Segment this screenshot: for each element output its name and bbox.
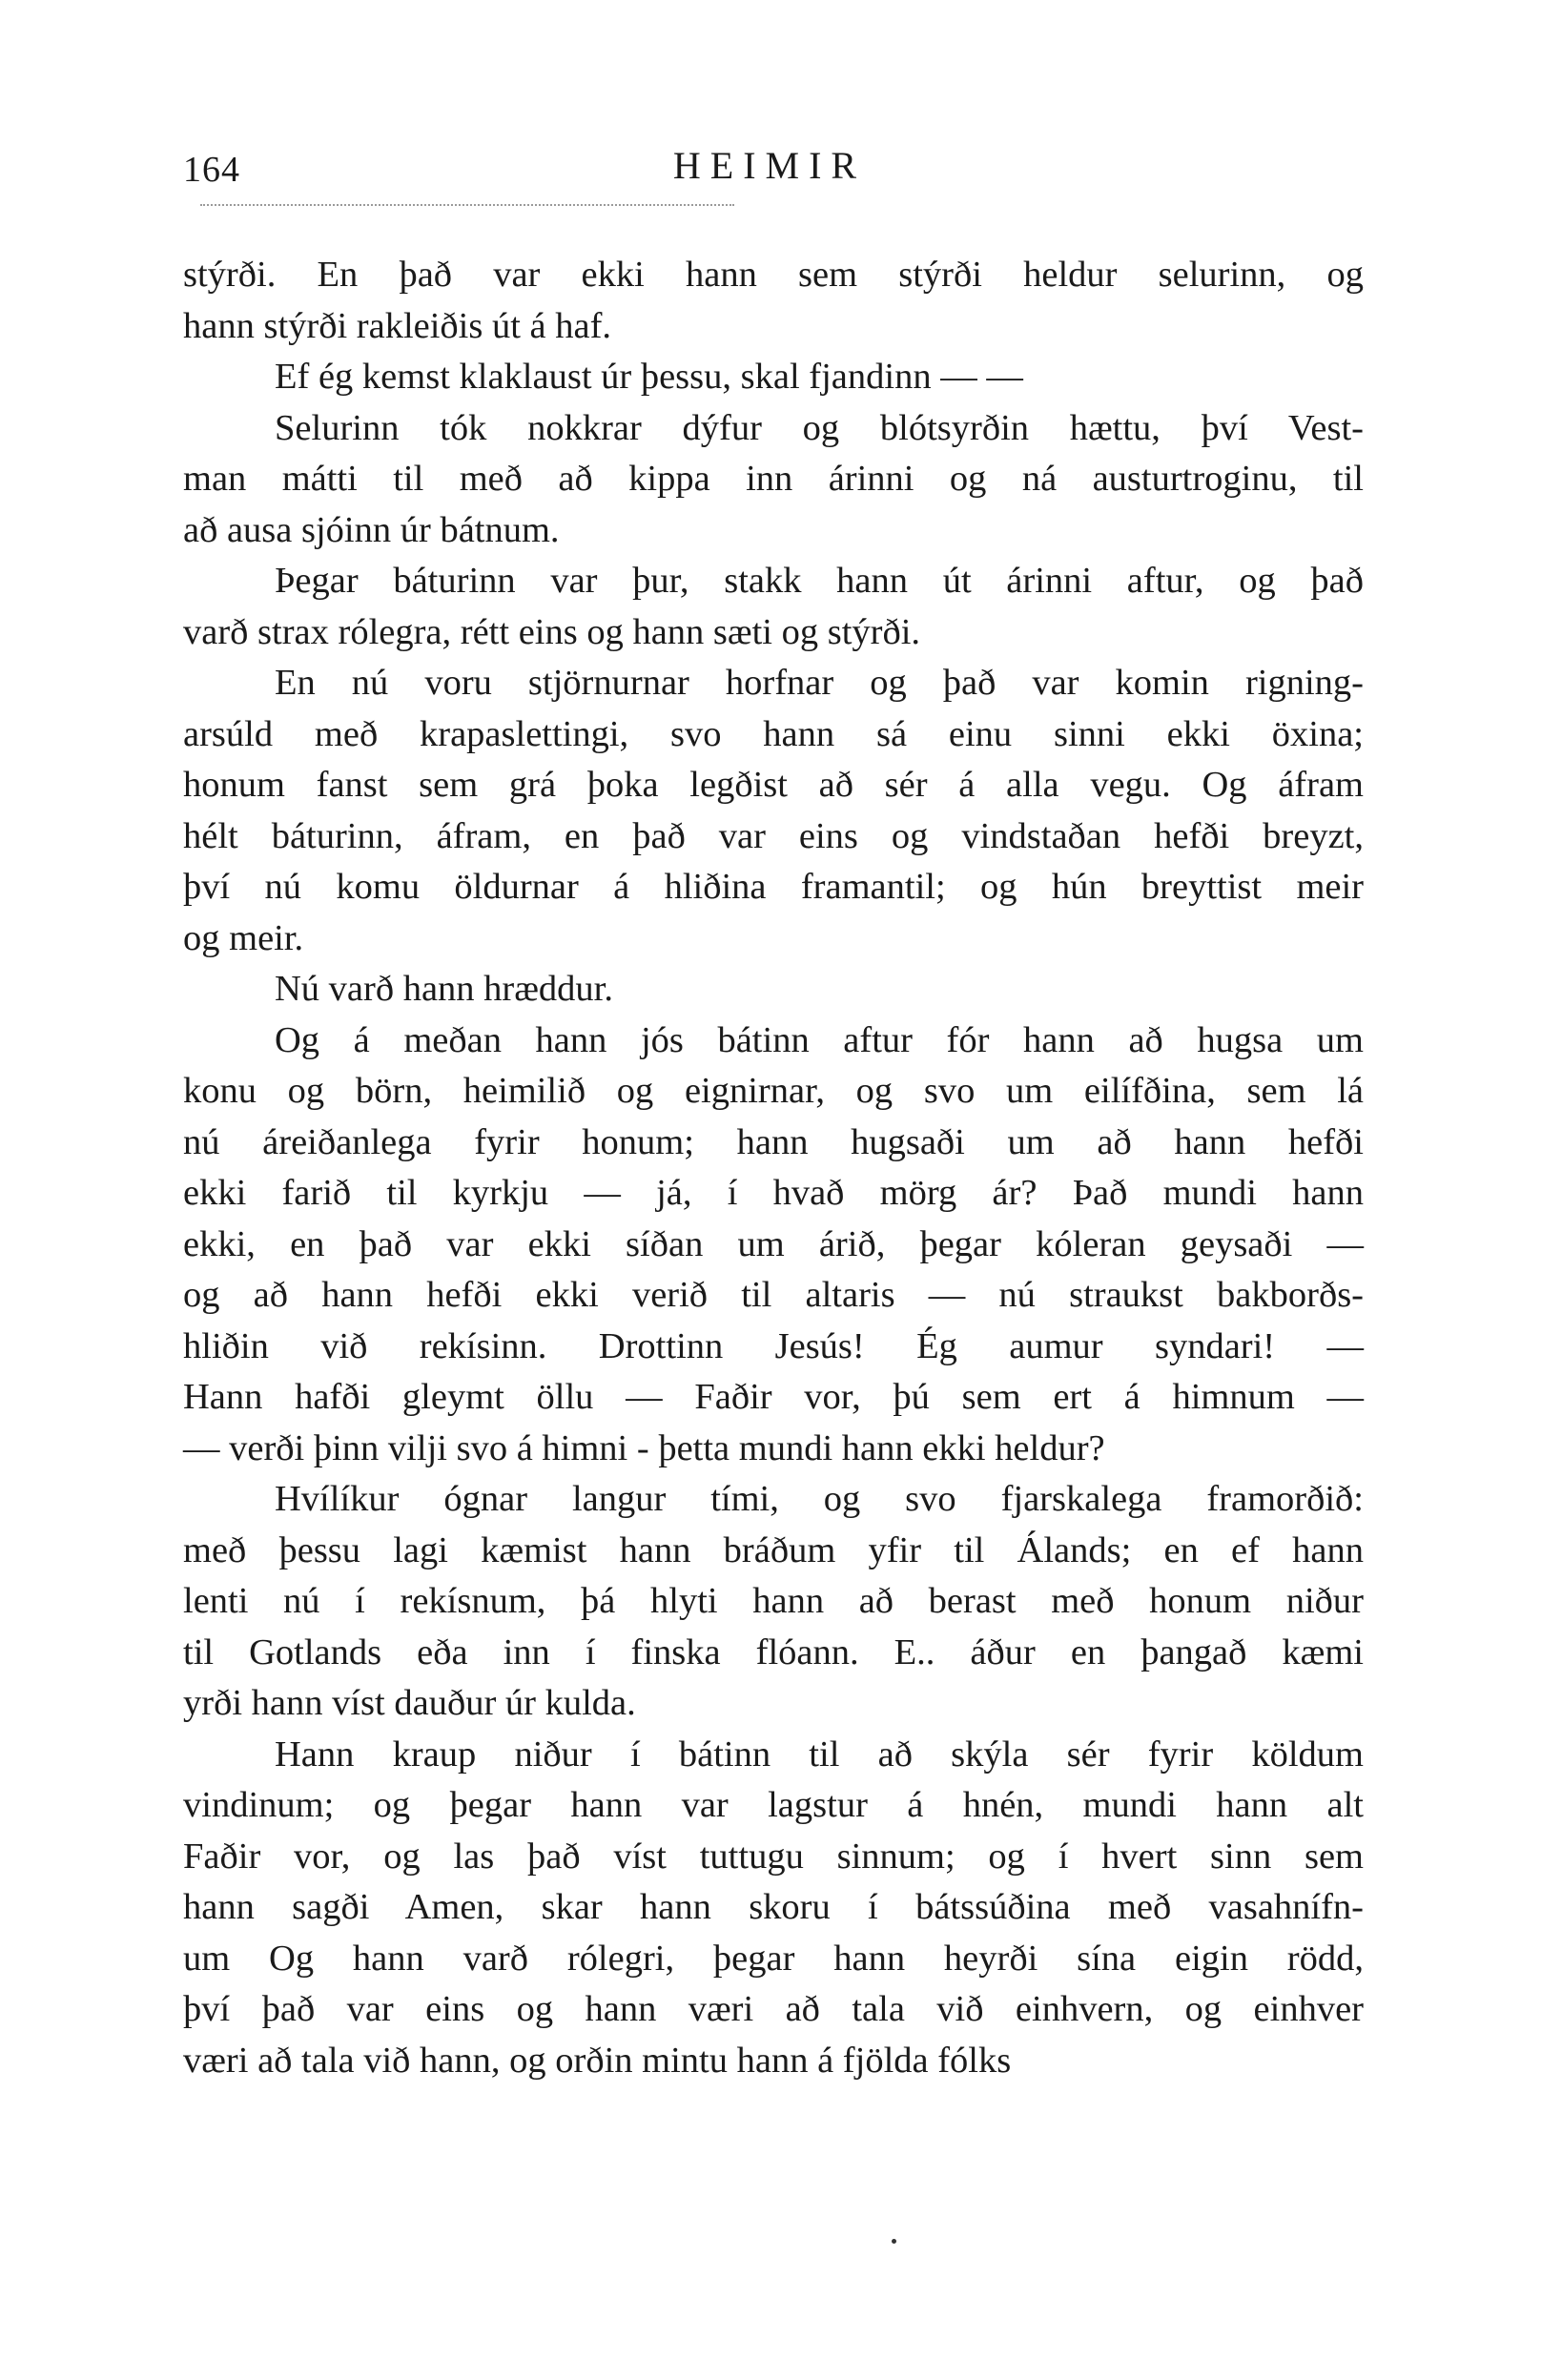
text-line: En nú voru stjörnurnar horfnar og það var komin rigning- [275, 663, 1364, 703]
page-header [183, 141, 1356, 198]
text-line: Nú varð hann hræddur. [275, 969, 613, 1009]
text-line: lenti nú í rekísnum, þá hlyti hann að berast með honum niður [183, 1581, 1364, 1621]
text-line: hann stýrði rakleiðis út á haf. [183, 305, 612, 346]
paragraph [183, 964, 1364, 1016]
text-line: Hann kraup niður í bátinn til að skýla sér fyrir köldum [275, 1734, 1364, 1775]
text-line: til Gotlands eða inn í finska flóann. E.. áður en þangað kæmi [183, 1631, 1364, 1672]
paragraph [183, 250, 1364, 352]
text-line: því nú komu öldurnar á hliðina framantil; og hún breyttist meir [183, 867, 1364, 907]
text-line: vindinum; og þegar hann var lagstur á hnén, mundi hann alt [183, 1785, 1364, 1825]
paragraph [183, 1474, 1364, 1730]
text-line: og að hann hefði ekki verið til altaris — nú straukst bakborðs- [183, 1275, 1364, 1315]
text-line: ekki farið til kyrkju — já, í hvað mörg ár? Það mundi hann [183, 1173, 1364, 1213]
text-line: hliðin við rekísinn. Drottinn Jesús! Ég aumur syndari! — [183, 1325, 1364, 1366]
paragraph [183, 1016, 1364, 1475]
paragraph [183, 352, 1364, 403]
text-line: man mátti til með að kippa inn árinni og ná austurtroginu, til [183, 459, 1364, 499]
text-line: Hann hafði gleymt öllu — Faðir vor, þú sem ert á himnum — [183, 1377, 1364, 1417]
text-line: hélt báturinn, áfram, en það var eins og vindstaðan hefði breyzt, [183, 815, 1364, 856]
text-line: Ef ég kemst klaklaust úr þessu, skal fjandinn — — [275, 357, 1023, 397]
text-line: stýrði. En það var ekki hann sem stýrði heldur selurinn, og [183, 255, 1364, 295]
page-number: 164 [183, 150, 240, 190]
text-line: væri að tala við hann, og orðin mintu hann á fjölda fólks [183, 2040, 1012, 2081]
header-rule [200, 204, 734, 206]
text-line: Þegar báturinn var þur, stakk hann út árinni aftur, og það [275, 561, 1364, 601]
text-line: Selurinn tók nokkrar dýfur og blótsyrðin hættu, því Vest- [275, 407, 1364, 448]
paragraph [183, 403, 1364, 557]
text-line: hann sagði Amen, skar hann skoru í bátssúðina með vasahnífn- [183, 1887, 1364, 1927]
text-line: ekki, en það var ekki síðan um árið, þegar kóleran geysaði — [183, 1223, 1364, 1264]
text-line: Og á meðan hann jós bátinn aftur fór hann að hugsa um [275, 1019, 1364, 1060]
body-text [183, 250, 1364, 2086]
text-line: — verði þinn vilji svo á himni - þetta mundi hann ekki heldur? [183, 1427, 1105, 1468]
text-line: um Og hann varð rólegri, þegar hann heyrði sína eigin rödd, [183, 1938, 1364, 1979]
text-line: honum fanst sem grá þoka legðist að sér á alla vegu. Og áfram [183, 765, 1364, 805]
text-line: Faðir vor, og las það víst tuttugu sinnum; og í hvert sinn sem [183, 1836, 1364, 1877]
text-line: að ausa sjóinn úr bátnum. [183, 509, 560, 550]
text-line: yrði hann víst dauður úr kulda. [183, 1683, 636, 1723]
print-speck [892, 2239, 896, 2244]
text-line: og meir. [183, 917, 304, 958]
text-line: með þessu lagi kæmist hann bráðum yfir til Álands; en ef hann [183, 1529, 1364, 1570]
text-line: konu og börn, heimilið og eignirnar, og svo um eilífðina, sem lá [183, 1071, 1364, 1111]
text-line: því það var eins og hann væri að tala við einhvern, og einhver [183, 1989, 1364, 2029]
paragraph [183, 1730, 1364, 2087]
running-head: HEIMIR [672, 144, 867, 187]
text-line: arsúld með krapaslettingi, svo hann sá einu sinni ekki öxina; [183, 713, 1364, 754]
paragraph [183, 556, 1364, 658]
text-line: varð strax rólegra, rétt eins og hann sæti og stýrði. [183, 611, 921, 652]
text-line: Hvílíkur ógnar langur tími, og svo fjarskalega framorðið: [275, 1479, 1364, 1519]
paragraph [183, 658, 1364, 964]
text-line: nú áreiðanlega fyrir honum; hann hugsaði um að hann hefði [183, 1121, 1364, 1162]
